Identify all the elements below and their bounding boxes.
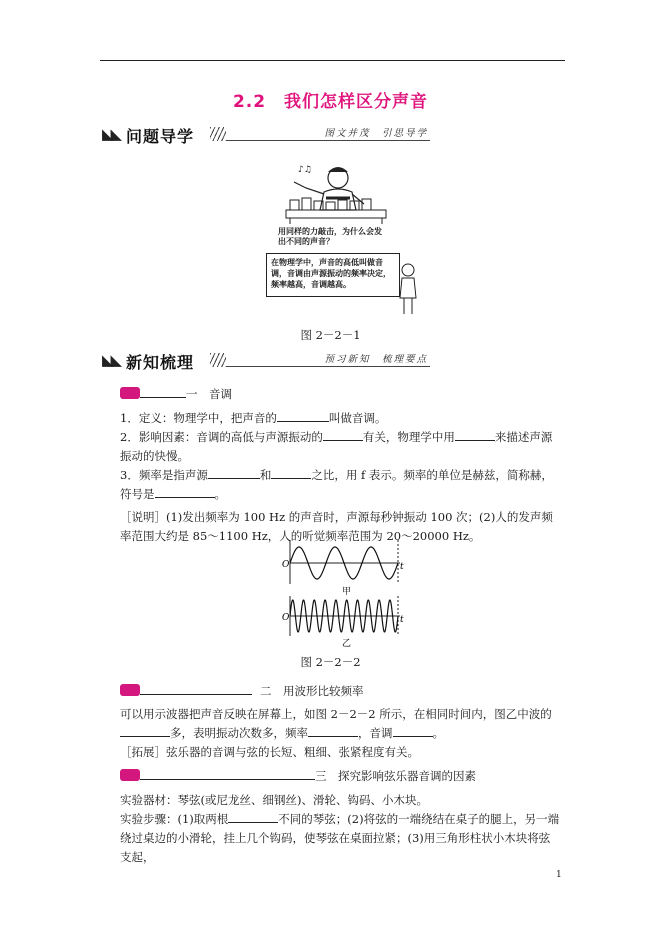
fill-blank[interactable]: [393, 724, 433, 737]
knowledge-point-2-heading: [120, 682, 364, 699]
section-marker-icon: ◣◣: [102, 351, 120, 369]
page-number: 1: [556, 870, 562, 880]
hatch-decoration: [210, 127, 226, 141]
figure-caption-1: 图 2－2－1: [300, 328, 361, 342]
header-rule: [100, 60, 565, 61]
knowledge-marker: [120, 769, 140, 781]
fill-blank[interactable]: [155, 485, 215, 498]
knowledge-title: 二 用波形比较频率: [260, 684, 364, 698]
section-header-guide: [102, 124, 430, 144]
knowledge-point-3-body: 实验器材：琴弦(或尼龙丝、细钢丝)、滑轮、钩码、小木块。 实验步骤：(1)取两根 不同的琴弦；(2)将弦的一端绕结在桌子的腿上，另一端绕过桌边的小滑轮，挂上几个钩码，使琴弦在桌面拉紧；(3)用三角形柱状小木块将弦支起，: [120, 793, 560, 864]
heading-rule: [140, 767, 315, 780]
section-header-knowledge: [102, 350, 430, 370]
section-subtitle: 预习新知 梳理要点: [324, 354, 428, 365]
note-text: ［说明］(1)发出频率为 100 Hz 的声音时，声源每秒钟振动 100 次；(2)人的发声频率范围大约是 85～1100 Hz，人的听觉频率范围为 20～20000 Hz。: [120, 510, 553, 543]
fill-blank[interactable]: [228, 810, 278, 823]
figure-caption-2: 图 2－2－2: [300, 655, 361, 669]
page-title: 2.2 我们怎样区分声音: [232, 92, 429, 112]
fill-blank[interactable]: [277, 409, 329, 422]
extension-text: ［拓展］弦乐器的音调与弦的长短、粗细、张紧程度有关。: [120, 745, 419, 759]
fill-blank[interactable]: [120, 724, 170, 737]
fill-blank[interactable]: [208, 466, 260, 479]
knowledge-point-2-body: 可以用示波器把声音反映在屏幕上，如图 2－2－2 所示，在相同时间内，图乙中波的多，表明振动次数多，频率 ，音调 。 ［拓展］弦乐器的音调与弦的长短、粗细、张紧程度有关。: [120, 705, 560, 762]
hatch-decoration: [210, 353, 226, 367]
heading-rule: [140, 385, 186, 398]
svg-text:♪♫: ♪♫: [298, 165, 312, 175]
materials-text: 实验器材：琴弦(或尼龙丝、细钢丝)、滑轮、钩码、小木块。: [120, 793, 428, 807]
knowledge-title: 三 探究影响弦乐器音调的因素: [315, 769, 476, 783]
label-yi: 乙: [342, 639, 352, 648]
time-label: t: [400, 615, 404, 625]
fill-blank[interactable]: [271, 466, 311, 479]
oscilloscope-waveform-figure: [278, 536, 408, 648]
knowledge-marker: [120, 684, 140, 696]
section-subtitle: 图文并茂 引思导学: [324, 128, 428, 139]
knowledge-title: 一 音调: [186, 387, 232, 401]
time-label: t: [400, 562, 404, 572]
fill-blank[interactable]: [455, 428, 495, 441]
waveform-yi: [290, 600, 398, 632]
section-rule: [226, 366, 430, 367]
origin-label: O: [282, 613, 290, 623]
heading-rule: [140, 682, 252, 695]
knowledge-point-1-body: 1．定义：物理学中，把声音的 叫做音调。 2．影响因素：音调的高低与声源振动的 有关，物理学中用 来描述声源振动的快慢。 3．频率是指声源 和 之比，用 f 表示。频率的单位是赫兹，简称赫，符号是 。 ［说明］(1)发出频率为 100 Hz 的声音时，声源每秒钟振动 100 次；(2)人的发声频率范围大约是 85～1100 Hz，人的听觉频率范围为 20～20000 Hz。: [120, 409, 560, 546]
section-label: 新知梳理: [126, 353, 195, 372]
origin-label: O: [282, 560, 290, 570]
label-jia: 甲: [342, 587, 352, 597]
fill-blank[interactable]: [308, 724, 358, 737]
section-label: 问题导学: [126, 127, 195, 146]
figure-question-text: 用同样的力敲击，为什么会发出不同的声音？: [278, 226, 382, 246]
knowledge-marker: [120, 387, 140, 399]
section-marker-icon: ◣◣: [102, 125, 120, 143]
knowledge-point-3-heading: [120, 767, 476, 784]
knowledge-point-1-heading: [120, 385, 232, 402]
section-rule: [226, 140, 430, 141]
fill-blank[interactable]: [323, 428, 363, 441]
speech-bubble: 在物理学中，声音的高低叫做音调，音调由声源振动的频率决定，频率越高，音调越高。: [266, 253, 400, 297]
